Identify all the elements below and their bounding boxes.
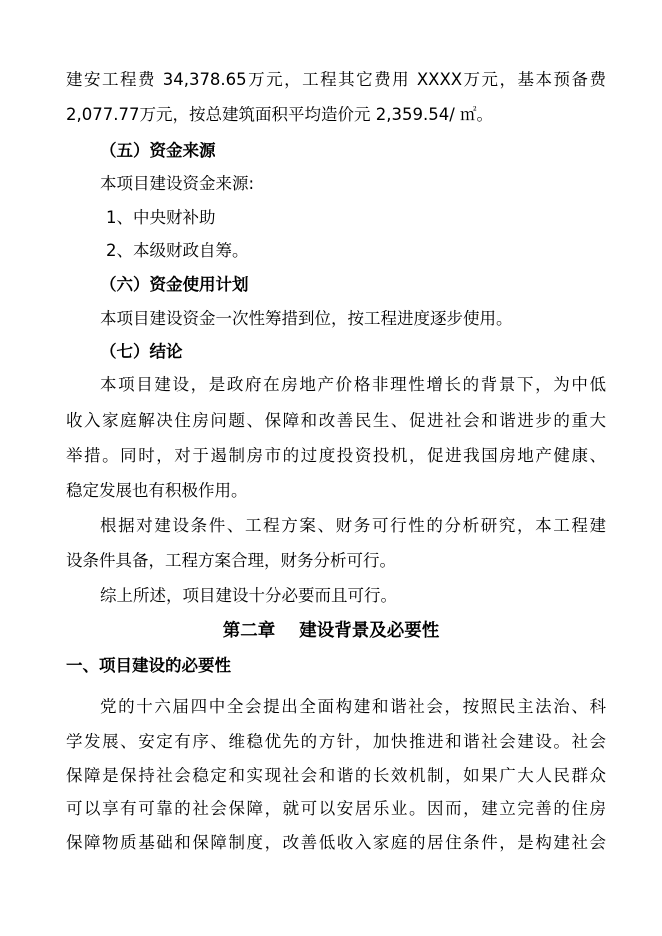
section-heading-6: （六）资金使用计划	[100, 275, 249, 294]
chapter-title	[0, 620, 662, 642]
text-line: 2,077.77万元，按总建筑面积平均造价元 2,359.54/ ㎡。	[66, 105, 494, 124]
text-line: 稳定发展也有积极作用。	[66, 481, 248, 500]
text-line: 学发展、安定有序、维稳优先的方针，加快推进和谐社会建设。社会	[66, 732, 606, 751]
text-line: 综上所述，项目建设十分必要而且可行。	[100, 586, 397, 605]
text-line: 根据对建设条件、工程方案、财务可行性的分析研究，本工程建	[100, 516, 606, 535]
text-line: 本项目建设，是政府在房地产价格非理性增长的背景下，为中低	[100, 375, 606, 394]
text-line: 建安工程费 34,378.65万元，工程其它费用 XXXX万元，基本预备费	[66, 70, 606, 89]
text-line: 本项目建设资金一次性筹措到位，按工程进度逐步使用。	[100, 309, 513, 328]
section-heading-5: （五）资金来源	[100, 141, 216, 160]
subsection-heading: 一、项目建设的必要性	[66, 656, 231, 675]
text-line: 可以享有可靠的社会保障，就可以安居乐业。因而，建立完善的住房	[66, 799, 606, 818]
chapter-number: 第二章	[222, 621, 276, 641]
text-line: 收入家庭解决住房问题、保障和改善民生、促进社会和谐进步的重大	[66, 411, 606, 430]
text-line: 本项目建设资金来源:	[100, 174, 255, 193]
text-line: 保障物质基础和保障制度，改善低收入家庭的居住条件，是构建社会	[66, 833, 606, 852]
chapter-heading: 建设背景及必要性	[299, 621, 440, 641]
list-item: 1、中央财补助	[106, 208, 216, 227]
text-line: 举措。同时，对于遏制房市的过度投资投机，促进我国房地产健康、	[66, 446, 606, 465]
text-line: 保障是保持社会稳定和实现社会和谐的长效机制，如果广大人民群众	[66, 766, 606, 785]
text-line: 设条件具备，工程方案合理，财务分析可行。	[66, 551, 396, 570]
text-line: 党的十六届四中全会提出全面构建和谐社会，按照民主法治、科	[100, 697, 606, 716]
section-heading-7: （七）结论	[100, 342, 183, 361]
list-item: 2、本级财政自筹。	[106, 241, 249, 260]
